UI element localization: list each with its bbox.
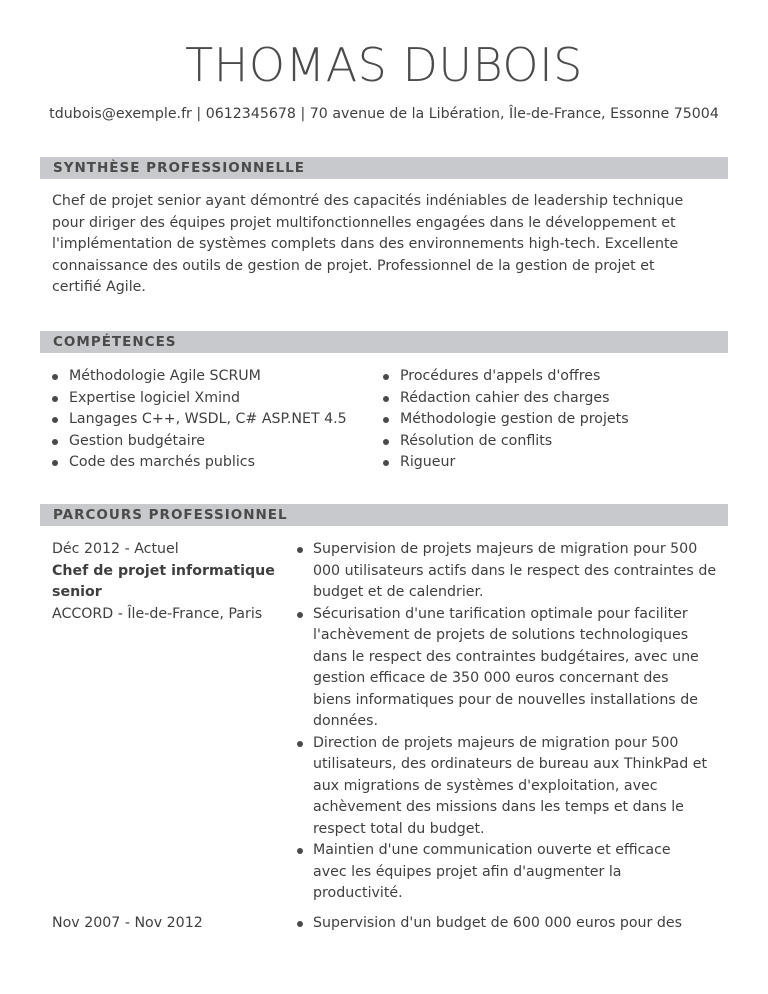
bullet-icon [52, 460, 58, 466]
job-company: ACCORD - Île-de-France, Paris [52, 605, 263, 622]
job-title-line: senior [52, 584, 102, 600]
job-meta [52, 539, 280, 625]
job-bullet-line: avec les équipes projet afin d'augmenter la [313, 863, 622, 880]
skill-label: Code des marchés publics [69, 454, 256, 470]
skills-list-right [383, 366, 629, 474]
job-bullets [297, 913, 727, 935]
skill-label: Procédures d'appels d'offres [400, 368, 601, 384]
section-skills-bar [40, 331, 728, 353]
summary-line: connaissance des outils de gestion de projet. Professionnel de la gestion de projet et [52, 257, 655, 274]
summary-line: pour diriger des équipes projet multifonctionnelles engagées dans le développement et [52, 214, 676, 231]
candidate-name: THOMAS DUBOIS [185, 38, 583, 92]
contact-line: tdubois@exemple.fr | 0612345678 | 70 avenue de la Libération, Île-de-France, Essonne 75004 [49, 106, 719, 122]
job-bullet-line: aux migrations de systèmes d'exploitation, avec [313, 777, 658, 794]
skill-item [52, 388, 347, 410]
section-title-experience: PARCOURS PROFESSIONNEL [53, 507, 288, 523]
job-title [52, 561, 280, 604]
bullet-icon [297, 848, 303, 854]
job-bullet-line: Supervision de projets majeurs de migration pour 500 [313, 541, 698, 557]
skill-label: Méthodologie gestion de projets [400, 411, 629, 427]
section-title-summary: SYNTHÈSE PROFESSIONNELLE [53, 160, 305, 176]
bullet-icon [52, 374, 58, 380]
job-bullet [297, 733, 727, 841]
summary-line: Chef de projet senior ayant démontré des capacités indéniables de leadership technique [52, 193, 684, 209]
job-bullet-line: productivité. [313, 885, 403, 901]
bullet-icon [52, 439, 58, 445]
job-bullet-line: budget et de calendrier. [313, 584, 484, 600]
summary-line: l'implémentation de systèmes complets dans des environnements high-tech. Excellente [52, 236, 679, 252]
job-bullet-line: achèvement des missions dans les temps et dans le [313, 799, 684, 815]
bullet-icon [52, 417, 58, 423]
job-bullet [297, 913, 727, 935]
skill-item [52, 452, 347, 474]
section-summary-bar [40, 157, 728, 179]
job-dates: Nov 2007 - Nov 2012 [52, 915, 203, 931]
bullet-icon [383, 439, 389, 445]
skill-item [383, 409, 629, 431]
skill-label: Résolution de conflits [400, 432, 553, 449]
skill-label: Expertise logiciel Xmind [69, 389, 241, 406]
job-bullet [297, 539, 727, 604]
skill-item [52, 366, 347, 388]
skill-item [383, 366, 629, 388]
skill-item [383, 388, 629, 410]
job-bullet-line: respect total du budget. [313, 820, 485, 837]
job-bullet [297, 604, 727, 733]
job-bullet-line: biens informatiques pour de nouvelles installations de [313, 691, 698, 708]
job-bullet-line: Maintien d'une communication ouverte et efficace [313, 842, 671, 858]
skill-item [52, 431, 347, 453]
job-meta [52, 913, 280, 935]
job-bullet [297, 840, 727, 905]
skill-label: Rigueur [400, 454, 456, 470]
job-bullet-line: l'achèvement de projets de solutions technologiques [313, 627, 689, 643]
job-bullet-line: utilisateurs, des ordinateurs de bureau aux ThinkPad et [313, 756, 708, 772]
bullet-icon [383, 417, 389, 423]
skills-list-left [52, 366, 347, 474]
job-bullet-line: 000 utilisateurs actifs dans le respect des contraintes de [313, 562, 717, 579]
bullet-icon [297, 612, 303, 618]
bullet-icon [297, 547, 303, 553]
skill-label: Méthodologie Agile SCRUM [69, 368, 261, 384]
bullet-icon [297, 741, 303, 747]
bullet-icon [297, 921, 303, 927]
section-experience-bar [40, 504, 728, 526]
job-bullet-line: données. [313, 713, 379, 729]
skill-item [383, 452, 629, 474]
skill-label: Rédaction cahier des charges [400, 389, 610, 406]
job-bullet-line: gestion efficace de 350 000 euros concernant des [313, 670, 669, 686]
bullet-icon [383, 396, 389, 402]
skill-item [383, 431, 629, 453]
skill-item [52, 409, 347, 431]
job-title-line: Chef de projet informatique [52, 562, 275, 579]
bullet-icon [383, 374, 389, 380]
bullet-icon [383, 460, 389, 466]
job-bullet-line: Direction de projets majeurs de migration pour 500 [313, 734, 679, 751]
bullet-icon [52, 396, 58, 402]
summary-text [52, 191, 728, 299]
job-dates: Déc 2012 - Actuel [52, 541, 179, 557]
job-bullets [297, 539, 727, 905]
job-bullet-line: Supervision d'un budget de 600 000 euros pour des [313, 915, 683, 931]
skill-label: Gestion budgétaire [69, 432, 205, 449]
section-title-skills: COMPÉTENCES [53, 334, 177, 350]
skill-label: Langages C++, WSDL, C# ASP.NET 4.5 [69, 411, 347, 427]
summary-line: certifié Agile. [52, 279, 146, 295]
job-bullet-line: dans le respect des contraintes budgétaires, avec une [313, 648, 699, 665]
job-bullet-line: Sécurisation d'une tarification optimale pour faciliter [313, 605, 688, 622]
